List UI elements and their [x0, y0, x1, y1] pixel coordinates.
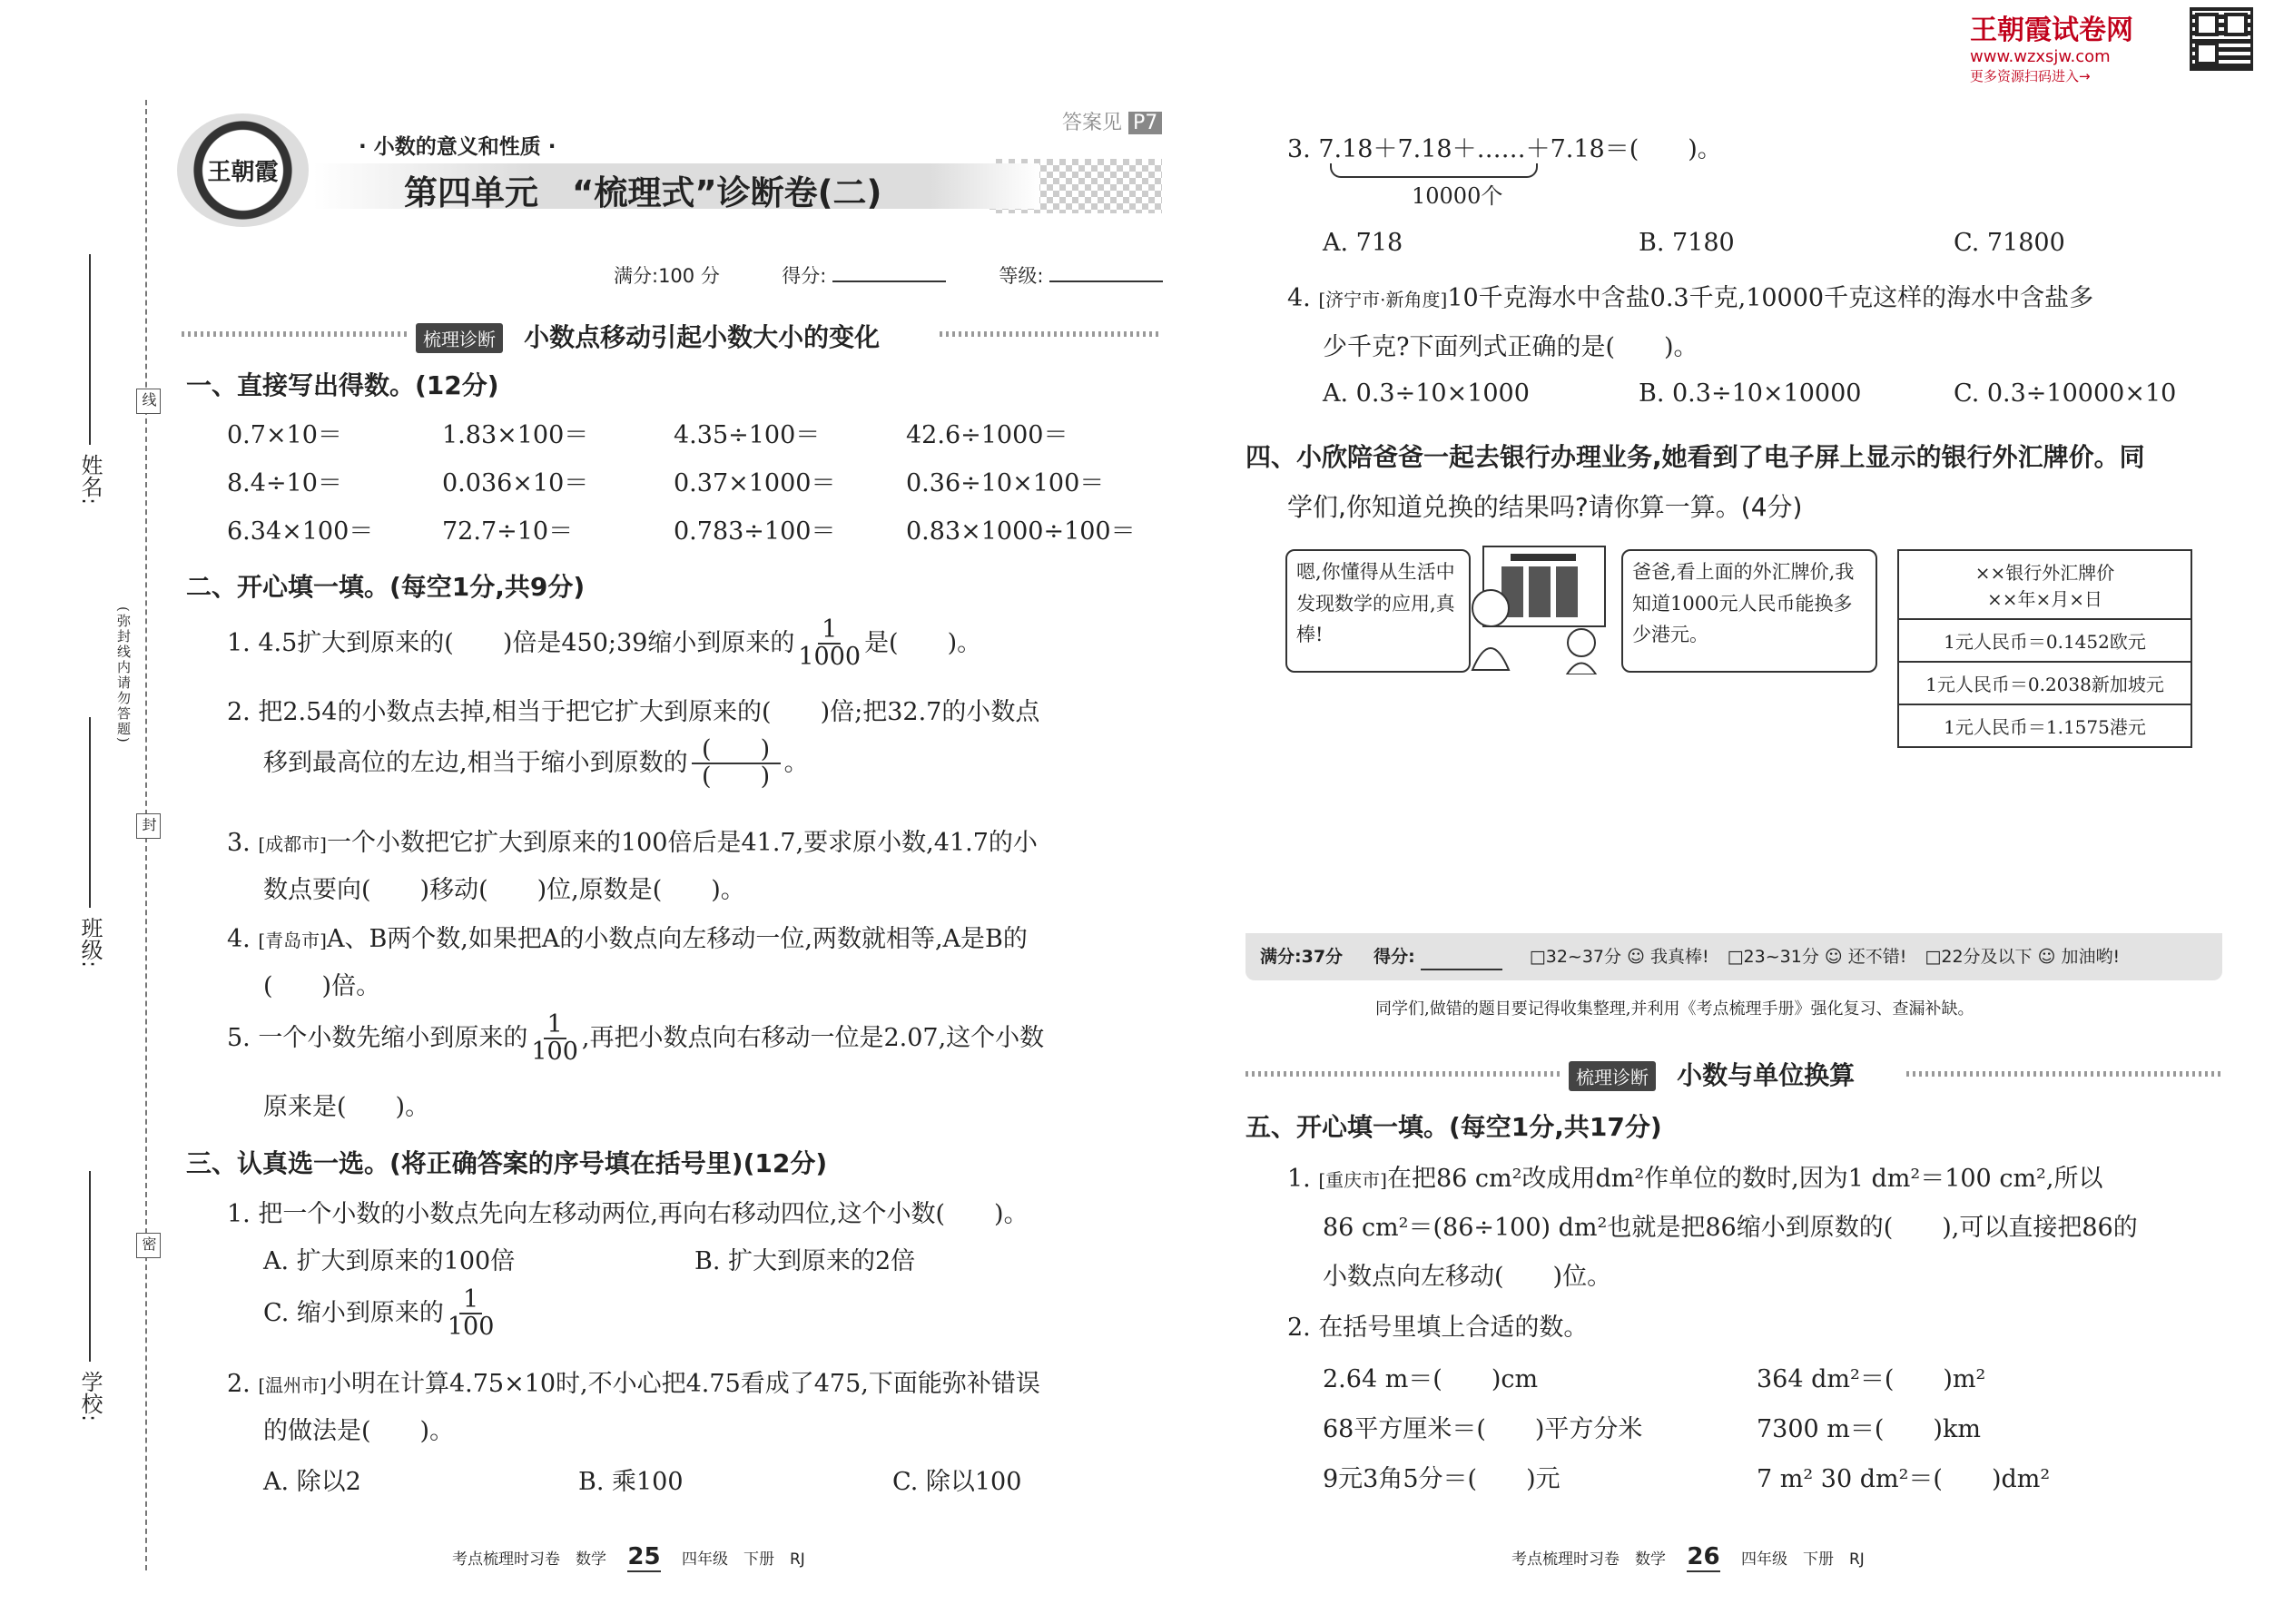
- fraction-num: 1: [459, 1287, 482, 1314]
- section1-rule-right: [940, 331, 1162, 337]
- q2-item5: [227, 1012, 1044, 1066]
- bank-screen-icon: [1463, 543, 1607, 674]
- q3-item3-expr: 3. 7.18＋7.18＋……＋7.18＝( )。: [1287, 135, 1722, 163]
- score-bar-field[interactable]: [1421, 945, 1502, 970]
- footer-grade: 四年级 下册 RJ: [682, 1550, 805, 1569]
- section2-heading: [1569, 1056, 1855, 1092]
- q5-r2c2: 7300 m＝( )km: [1757, 1415, 1981, 1443]
- q3-item4-option-a[interactable]: A. 0.3÷10×1000: [1323, 379, 1530, 408]
- section1-heading: [416, 318, 880, 354]
- q5-r2c1: 68平方厘米＝( )平方分米: [1323, 1415, 1643, 1443]
- q2-item4-line1: 4. [青岛市]A、B两个数,如果把A的小数点向左移动一位,两数就相等,A是B的: [227, 925, 1028, 953]
- q1-r1c4: 42.6÷1000＝: [906, 421, 1068, 449]
- q2-item1: [227, 617, 981, 671]
- footer-grade: 四年级 下册 RJ: [1741, 1550, 1865, 1569]
- q4-heading-line1: 四、小欣陪爸爸一起去银行办理业务,她看到了电子屏上显示的银行外汇牌价。同: [1245, 442, 2145, 472]
- smile-icon: ☺: [2037, 947, 2056, 967]
- q3-item1-option-b[interactable]: B. 扩大到原来的2倍: [694, 1247, 916, 1275]
- q3-item3-option-b[interactable]: B. 7180: [1639, 229, 1735, 257]
- fraction: [531, 1012, 578, 1066]
- page-number: 26: [1687, 1543, 1720, 1570]
- score-range-1-text: 我真棒!: [1649, 947, 1709, 967]
- brand-url[interactable]: www.wzxsjw.com: [1970, 47, 2111, 66]
- q3-item4-option-c[interactable]: C. 0.3÷10000×10: [1954, 379, 2177, 408]
- q1-r3c1: 6.34×100＝: [227, 517, 374, 546]
- q1-r1c1: 0.7×10＝: [227, 421, 342, 449]
- q3-item4-text: 10千克海水中含盐0.3千克,10000千克这样的海水中含盐多: [1447, 284, 2094, 312]
- q2-item2-line2: [263, 737, 809, 791]
- q2-item5-text: 5. 一个小数先缩小到原来的: [227, 1023, 528, 1052]
- fraction-num: 1: [544, 1012, 566, 1039]
- q1-heading: 一、直接写出得数。(12分): [186, 370, 499, 400]
- q3-item3-count: 10000个: [1412, 183, 1503, 209]
- q2-item5-end: ,再把小数点向右移动一位是2.07,这个小数: [581, 1023, 1045, 1052]
- q2-item1-text: 1. 4.5扩大到原来的( )倍是450;39缩小到原来的: [227, 628, 795, 657]
- class-label: 班级:: [77, 917, 103, 969]
- q3-heading: 三、认真选一选。(将正确答案的序号填在括号里)(12分): [186, 1148, 828, 1178]
- score-label: 得分:: [782, 265, 827, 287]
- q5-heading: 五、开心填一填。(每空1分,共17分): [1245, 1112, 1662, 1142]
- q1-r2c4: 0.36÷10×100＝: [906, 469, 1105, 497]
- q1-r2c1: 8.4÷10＝: [227, 469, 342, 497]
- footer-right: [1511, 1543, 1865, 1570]
- table-row: 1元人民币＝0.2038新加坡元: [1898, 662, 2191, 704]
- q2-item3-text: 一个小数把它扩大到原来的100倍后是41.7,要求原小数,41.7的小: [326, 829, 1038, 857]
- q3-item2-option-a[interactable]: A. 除以2: [263, 1468, 361, 1496]
- fraction-den: 100: [447, 1313, 495, 1342]
- fraction: [448, 1287, 495, 1341]
- fraction-num[interactable]: ( ): [692, 737, 781, 764]
- score-bar-score: 得分:: [1373, 947, 1415, 967]
- q5-r3c2: 7 m² 30 dm²＝( )dm²: [1757, 1465, 2051, 1493]
- seal-mark-seal: 封: [136, 813, 161, 839]
- section1-title: 小数点移动引起小数大小的变化: [524, 322, 881, 352]
- q2-item4-text: A、B两个数,如果把A的小数点向左移动一位,两数就相等,A是B的: [326, 925, 1028, 953]
- region-tag: [成都市]: [258, 833, 327, 855]
- full-score: 满分:100 分: [614, 265, 720, 287]
- speech-bubble-girl: 爸爸,看上面的外汇牌价,我知道1000元人民币能换多少港元。: [1621, 549, 1877, 673]
- score-range-3-text: 加油哟!: [2061, 947, 2121, 967]
- fraction: [798, 617, 861, 671]
- q3-item2-option-c[interactable]: C. 除以100: [892, 1468, 1022, 1496]
- q3-item1-option-c[interactable]: [263, 1287, 497, 1341]
- logo-text: 王朝霞: [207, 159, 279, 186]
- grade-field[interactable]: [1049, 281, 1163, 282]
- footer-book: 考点梳理时习卷 数学: [1511, 1550, 1666, 1569]
- section1-tag: 梳理诊断: [416, 323, 503, 353]
- region-tag: [青岛市]: [258, 930, 327, 951]
- page-number: 25: [627, 1543, 661, 1570]
- q1-r1c3: 4.35÷100＝: [674, 421, 821, 449]
- q5-r1c1: 2.64 m＝( )cm: [1323, 1365, 1539, 1393]
- q3-item1: 1. 把一个小数的小数点先向左移动两位,再向右移动四位,这个小数( )。: [227, 1200, 1029, 1228]
- q3-item4-option-b[interactable]: B. 0.3÷10×10000: [1639, 379, 1862, 408]
- seal-mark-secret: 密: [136, 1233, 161, 1258]
- footer-left: [452, 1543, 805, 1570]
- option-c-text: C. 缩小到原来的: [263, 1298, 444, 1327]
- name-field[interactable]: [89, 254, 91, 445]
- footer-book: 考点梳理时习卷 数学: [452, 1550, 606, 1569]
- header-subtitle: · 小数的意义和性质 ·: [359, 135, 556, 159]
- score-range-2-text: 还不错!: [1847, 947, 1907, 967]
- fraction-den[interactable]: ( ): [702, 763, 771, 792]
- q1-r3c4: 0.83×1000÷100＝: [906, 517, 1136, 546]
- q2-item2-end: 。: [783, 748, 809, 777]
- score-bar-full: 满分:37分: [1260, 947, 1344, 967]
- score-line: [614, 261, 1163, 289]
- brand-site: 王朝霞试卷网: [1970, 15, 2133, 46]
- region-tag: [济宁市·新角度]: [1318, 289, 1448, 310]
- q3-item4-line1: 4. [济宁市·新角度]10千克海水中含盐0.3千克,10000千克这样的海水中含盐多: [1287, 284, 2094, 312]
- fraction-den: 100: [531, 1038, 578, 1067]
- school-label: 学校:: [77, 1371, 103, 1422]
- qr-code-icon[interactable]: [2190, 7, 2253, 71]
- fraction-den: 1000: [798, 643, 861, 672]
- seal-note: (弥封线内请勿答题): [115, 606, 132, 744]
- answer-ref: [1062, 107, 1162, 135]
- underbrace: [1330, 163, 1538, 178]
- score-field[interactable]: [832, 281, 946, 282]
- score-range-1[interactable]: □32~37分: [1529, 947, 1622, 967]
- answer-ref-label: 答案见: [1062, 112, 1123, 134]
- q1-r2c2: 0.036×10＝: [442, 469, 589, 497]
- bank-illustration: [1463, 543, 1607, 674]
- q2-heading: 二、开心填一填。(每空1分,共9分): [186, 572, 586, 602]
- q3-item3-option-a[interactable]: A. 718: [1323, 229, 1403, 257]
- q1-r1c2: 1.83×100＝: [442, 421, 589, 449]
- region-tag: [重庆市]: [1318, 1169, 1387, 1191]
- table-title-date: ××年×月×日: [1986, 588, 2103, 610]
- name-label: 姓名:: [77, 454, 103, 506]
- fraction-blank[interactable]: [692, 737, 781, 791]
- section2-rule-right: [1906, 1071, 2222, 1077]
- score-range-2[interactable]: □23~31分: [1727, 947, 1819, 967]
- q2-item5-line2: 原来是( )。: [263, 1093, 430, 1121]
- logo: [177, 113, 309, 227]
- q1-r3c2: 72.7÷10＝: [442, 517, 574, 546]
- q3-item2-line1: 2. [温州市]小明在计算4.75×10时,不小心把4.75看成了475,下面能弥补错误: [227, 1370, 1040, 1398]
- table-row: 1元人民币＝1.1575港元: [1898, 704, 2191, 747]
- table-title: [1898, 550, 2191, 619]
- table-title-bank: ××银行外汇牌价: [1974, 562, 2115, 584]
- q5-item1-text: 在把86 cm²改成用dm²作单位的数时,因为1 dm²＝100 cm²,所以: [1386, 1165, 2103, 1193]
- class-field[interactable]: [89, 717, 91, 908]
- q5-r1c2: 364 dm²＝( )m²: [1757, 1365, 1986, 1393]
- section2-tag: 梳理诊断: [1569, 1061, 1656, 1091]
- score-bar-note: 同学们,做错的题目要记得收集整理,并利用《考点梳理手册》强化复习、查漏补缺。: [1375, 999, 1974, 1019]
- q3-item2-line2: 的做法是( )。: [263, 1417, 455, 1445]
- seal-mark-line: 线: [136, 389, 161, 414]
- q3-item3-option-c[interactable]: C. 71800: [1954, 229, 2065, 257]
- q3-item1-option-a[interactable]: A. 扩大到原来的100倍: [263, 1247, 516, 1275]
- q4-heading-line2: 学们,你知道兑换的结果吗?请你算一算。(4分): [1287, 492, 1803, 522]
- score-bar: [1245, 933, 2222, 980]
- q5-item2: 2. 在括号里填上合适的数。: [1287, 1314, 1589, 1342]
- q1-r3c3: 0.783÷100＝: [674, 517, 836, 546]
- section2-rule-left: [1245, 1071, 1563, 1077]
- score-range-3[interactable]: □22分及以下: [1925, 947, 2033, 967]
- q5-r3c1: 9元3角5分＝( )元: [1323, 1465, 1561, 1493]
- q1-r2c3: 0.37×1000＝: [674, 469, 836, 497]
- q2-item2-line1: 2. 把2.54的小数点去掉,相当于把它扩大到原来的( )倍;把32.7的小数点: [227, 698, 1040, 726]
- q5-item1-line3: 小数点向左移动( )位。: [1323, 1263, 1612, 1291]
- q3-item2-option-b[interactable]: B. 乘100: [578, 1468, 684, 1496]
- answer-page: P7: [1128, 112, 1162, 134]
- speech-bubble-dad: 嗯,你懂得从生活中发现数学的应用,真棒!: [1285, 549, 1471, 673]
- smile-icon: ☺: [1627, 947, 1645, 967]
- section1-rule-left: [182, 331, 409, 337]
- smile-icon: ☺: [1824, 947, 1843, 967]
- q2-item2-text: 移到最高位的左边,相当于缩小到原数的: [263, 748, 688, 777]
- q3-item2-text: 小明在计算4.75×10时,不小心把4.75看成了475,下面能弥补错误: [326, 1370, 1040, 1398]
- q5-item1-line1: 1. [重庆市]在把86 cm²改成用dm²作单位的数时,因为1 dm²＝100 cm²,所以: [1287, 1165, 2103, 1193]
- section2-title: 小数与单位换算: [1677, 1060, 1856, 1090]
- school-field[interactable]: [89, 1171, 91, 1362]
- grade-label: 等级:: [999, 265, 1044, 287]
- q2-item3-line2: 数点要向( )移动( )位,原数是( )。: [263, 876, 745, 904]
- q3-item4-line2: 少千克?下面列式正确的是( )。: [1323, 333, 1698, 361]
- q5-item1-line2: 86 cm²＝(86÷100) dm²也就是把86缩小到原数的( ),可以直接把86的: [1323, 1214, 2138, 1242]
- exchange-rate-table: [1897, 549, 2192, 748]
- q2-item1-end: 是( )。: [864, 628, 982, 657]
- q2-item3-line1: 3. [成都市]一个小数把它扩大到原来的100倍后是41.7,要求原小数,41.7的小: [227, 829, 1038, 857]
- q2-item4-line2: ( )倍。: [263, 972, 381, 1000]
- region-tag: [温州市]: [258, 1374, 327, 1396]
- page-title: 第四单元 “梳理式”诊断卷(二): [404, 173, 882, 212]
- table-row: 1元人民币＝0.1452欧元: [1898, 619, 2191, 662]
- fraction-num: 1: [818, 617, 841, 645]
- brand-qr-hint: 更多资源扫码进入→: [1970, 68, 2091, 84]
